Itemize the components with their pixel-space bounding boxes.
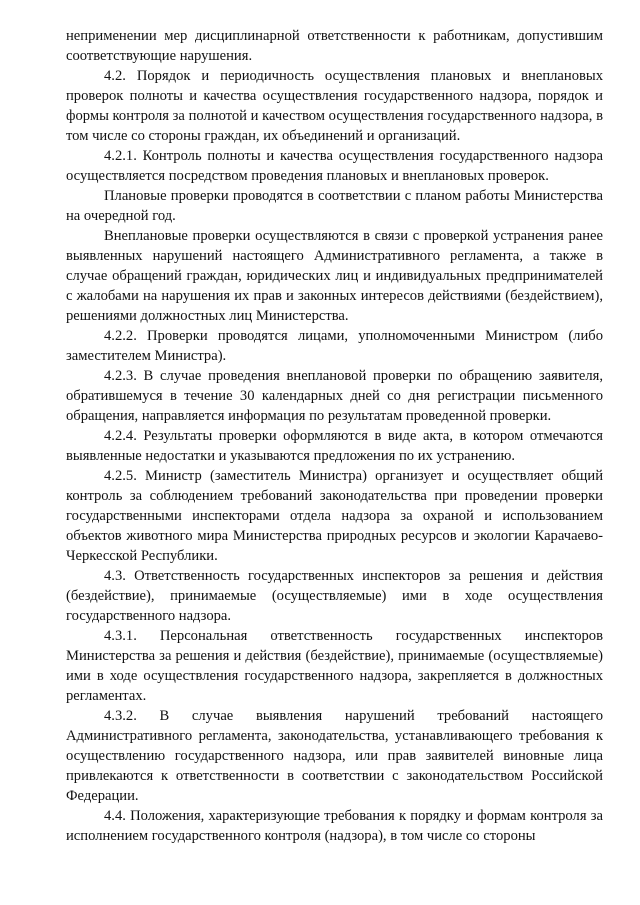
- paragraph-4-3-1: 4.3.1. Персональная ответственность государственных инспекторов Министерства за решения и действия (бездействие), принимаемые (осуществляемые) ими в ходе осуществления государственного надзора, закрепляется в должностных регламентах.: [66, 628, 603, 704]
- paragraph-4-4: 4.4. Положения, характеризующие требования к порядку и формам контроля за исполнением государственного контроля (надзора), в том числе со стороны: [66, 808, 603, 844]
- document-page: [66, 26, 603, 846]
- paragraph-4-2-5: 4.2.5. Министр (заместитель Министра) организует и осуществляет общий контроль за соблюдением требований законодательства при проведении проверки государственными инспекторами отдела надзора за охраной и использованием объектов животного мира Министерства природных ресурсов и экологии Карачаево-Черкесской Республики.: [66, 468, 603, 564]
- paragraph-planned-inspections: Плановые проверки проводятся в соответствии с планом работы Министерства на очередной год.: [66, 188, 603, 224]
- paragraph-4-2-1: 4.2.1. Контроль полноты и качества осуществления государственного надзора осуществляется посредством проведения плановых и внеплановых проверок.: [66, 148, 603, 184]
- paragraph-4-3: 4.3. Ответственность государственных инспекторов за решения и действия (бездействие), принимаемые (осуществляемые) ими в ходе осуществления государственного надзора.: [66, 568, 603, 624]
- paragraph-unplanned-inspections: Внеплановые проверки осуществляются в связи с проверкой устранения ранее выявленных нарушений настоящего Административного регламента, а также в случае обращений граждан, юридических лиц и индивидуальных предпринимателей с жалобами на нарушения их прав и законных интересов действиями (бездействием), решениями должностных лиц Министерства.: [66, 228, 603, 324]
- paragraph-4-2-4: 4.2.4. Результаты проверки оформляются в виде акта, в котором отмечаются выявленные недостатки и указываются предложения по их устранению.: [66, 428, 603, 464]
- paragraph-continuation: неприменении мер дисциплинарной ответственности к работникам, допустившим соответствующие нарушения.: [66, 28, 603, 64]
- paragraph-4-2: 4.2. Порядок и периодичность осуществления плановых и внеплановых проверок полноты и качества осуществления государственного надзора, порядок и формы контроля за полнотой и качеством осуществления государственного надзора, в том числе со стороны граждан, их объединений и организаций.: [66, 68, 603, 144]
- paragraph-4-2-2: 4.2.2. Проверки проводятся лицами, уполномоченными Министром (либо заместителем Министра).: [66, 328, 603, 364]
- paragraph-4-2-3: 4.2.3. В случае проведения внеплановой проверки по обращению заявителя, обратившемуся в течение 30 календарных дней со дня регистрации письменного обращения, направляется информация по результатам проведенной проверки.: [66, 368, 603, 424]
- paragraph-4-3-2: 4.3.2. В случае выявления нарушений требований настоящего Административного регламента, законодательства, устанавливающего требования к осуществлению государственного надзора, или прав заявителей виновные лица привлекаются к ответственности в соответствии с законодательством Российской Федерации.: [66, 708, 603, 804]
